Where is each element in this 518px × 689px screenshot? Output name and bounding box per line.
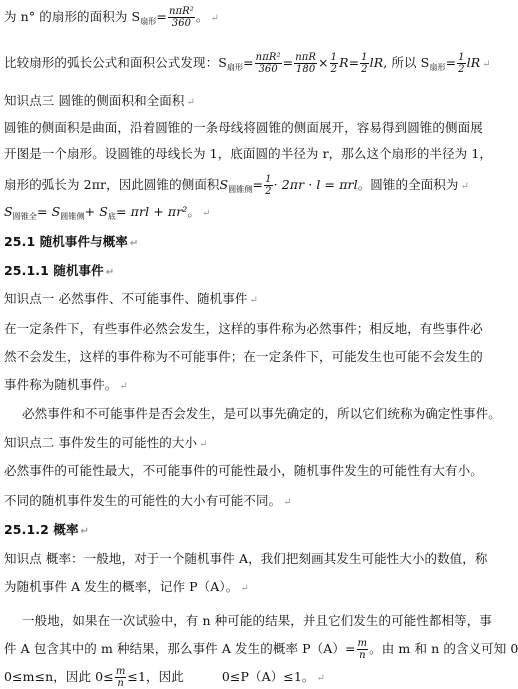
text-line: 件 A 包含其中的 m 种结果，那么事件 A 发生的概率 P（A）= $\frac{m}{n}$ 。由 m 和 n 的含义可知 0 xyxy=(4,638,518,661)
text-line: 必然事件和不可能事件是否会发生，是可以事先确定的，所以它们统称为确定性事件。 xyxy=(22,406,501,421)
text-line: 不同的随机事件发生的可能性的大小有可能不同。 ↵ xyxy=(4,493,292,508)
formula-line: $S_{圆锥全}= S_{圆锥侧}+ S_底= \pi rl + \pi r^2$。 ↵ xyxy=(4,204,211,221)
paragraph-mark: ↵ xyxy=(316,673,326,684)
text-line: 在一定条件下，有些事件必然会发生，这样的事件称为必然事件；相反地，有些事件必 xyxy=(4,321,483,336)
paragraph-mark: ↵ xyxy=(119,381,128,392)
text-line: 一般地，如果在一次试验中，有 n 种可能的结果，并且它们发生的可能性都相等，事 xyxy=(22,613,492,628)
heading-subsection: 25.1.2 概率 ↵ xyxy=(4,522,90,537)
text-line: 比较扇形的弧长公式和面积公式发现：$S_{扇形}=$ nπR² 360 = nπR 180 × $\frac{1}{2}$ R= $\frac{1}{2}$ lR, 所以 $S_{扇形}=$ $\frac{1}{2}$ lR ↵ xyxy=(4,52,491,75)
fraction: nπR² 360 xyxy=(168,6,194,29)
text-line: 为随机事件 A 发生的概率，记作 P（A）。 ↵ xyxy=(4,579,249,594)
paragraph-mark: ↵ xyxy=(129,238,139,249)
heading-subsection: 25.1.1 随机事件 ↵ xyxy=(4,263,115,278)
fraction: nπR² 360 xyxy=(255,52,281,75)
text-line: 然不会发生，这样的事件称为不可能事件；在一定条件下，可能发生也可能不会发生的 xyxy=(4,349,483,364)
fraction: $\frac{m}{n}$ xyxy=(115,666,126,689)
text-line: 知识点 概率：一般地，对于一个随机事件 A，我们把刻画其发生可能性大小的数值，称 xyxy=(4,551,488,566)
text-line: 圆锥的侧面积是曲面，沿着圆锥的一条母线将圆锥的侧面展开，容易得到圆锥的侧面展 xyxy=(4,120,483,135)
heading-section: 25.1 随机事件与概率 ↵ xyxy=(4,234,139,249)
fraction: $\frac{m}{n}$ xyxy=(357,638,368,661)
paragraph-mark: ↵ xyxy=(283,497,292,508)
paragraph-mark: ↵ xyxy=(199,439,208,450)
paragraph-mark: ↵ xyxy=(202,208,211,219)
paragraph-mark: ↵ xyxy=(210,13,220,24)
section-heading: 知识点三 圆锥的侧面积和全面积 ↵ xyxy=(4,93,195,108)
text-line: 事件称为随机事件。 ↵ xyxy=(4,377,128,392)
text-line: 扇形的弧长为 2πr，因此圆锥的侧面积$S_{圆锥侧}=$ $\frac{1}{2}$ · 2πr · l = πrl。圆锥的全面积为 ↵ xyxy=(4,174,469,197)
text-line: 为 n° 的扇形的面积为 $S_{扇形}=$ nπR² 360 。 ↵ xyxy=(4,6,220,29)
text-line: 开图是一个扇形。设圆锥的母线长为 1，底面圆的半径为 r，那么这个扇形的半径为 1， xyxy=(4,146,493,161)
paragraph-mark: ↵ xyxy=(105,267,115,278)
fraction: $\frac{1}{2}$ xyxy=(265,174,272,197)
section-heading: 知识点一 必然事件、不可能事件、随机事件 ↵ xyxy=(4,291,258,306)
paragraph-mark: ↵ xyxy=(240,583,249,594)
fraction: $\frac{1}{2}$ xyxy=(361,52,368,75)
paragraph-mark: ↵ xyxy=(482,59,491,70)
paragraph-mark: ↵ xyxy=(460,181,469,192)
paragraph-mark: ↵ xyxy=(186,97,195,108)
fraction: nπR 180 xyxy=(295,52,317,75)
fraction: $\frac{1}{2}$ xyxy=(458,52,465,75)
text-line: 0≤m≤n，因此 0≤ $\frac{m}{n}$ ≤1，因此 0≤P（A）≤1。 ↵ xyxy=(4,666,326,689)
text-line: 必然事件的可能性最大，不可能事件的可能性最小，随机事件发生的可能性有大有小。 xyxy=(4,463,483,478)
paragraph-mark: ↵ xyxy=(80,526,90,537)
fraction: $\frac{1}{2}$ xyxy=(330,52,338,75)
section-heading: 知识点二 事件发生的可能性的大小 ↵ xyxy=(4,435,208,450)
paragraph-mark: ↵ xyxy=(249,295,258,306)
